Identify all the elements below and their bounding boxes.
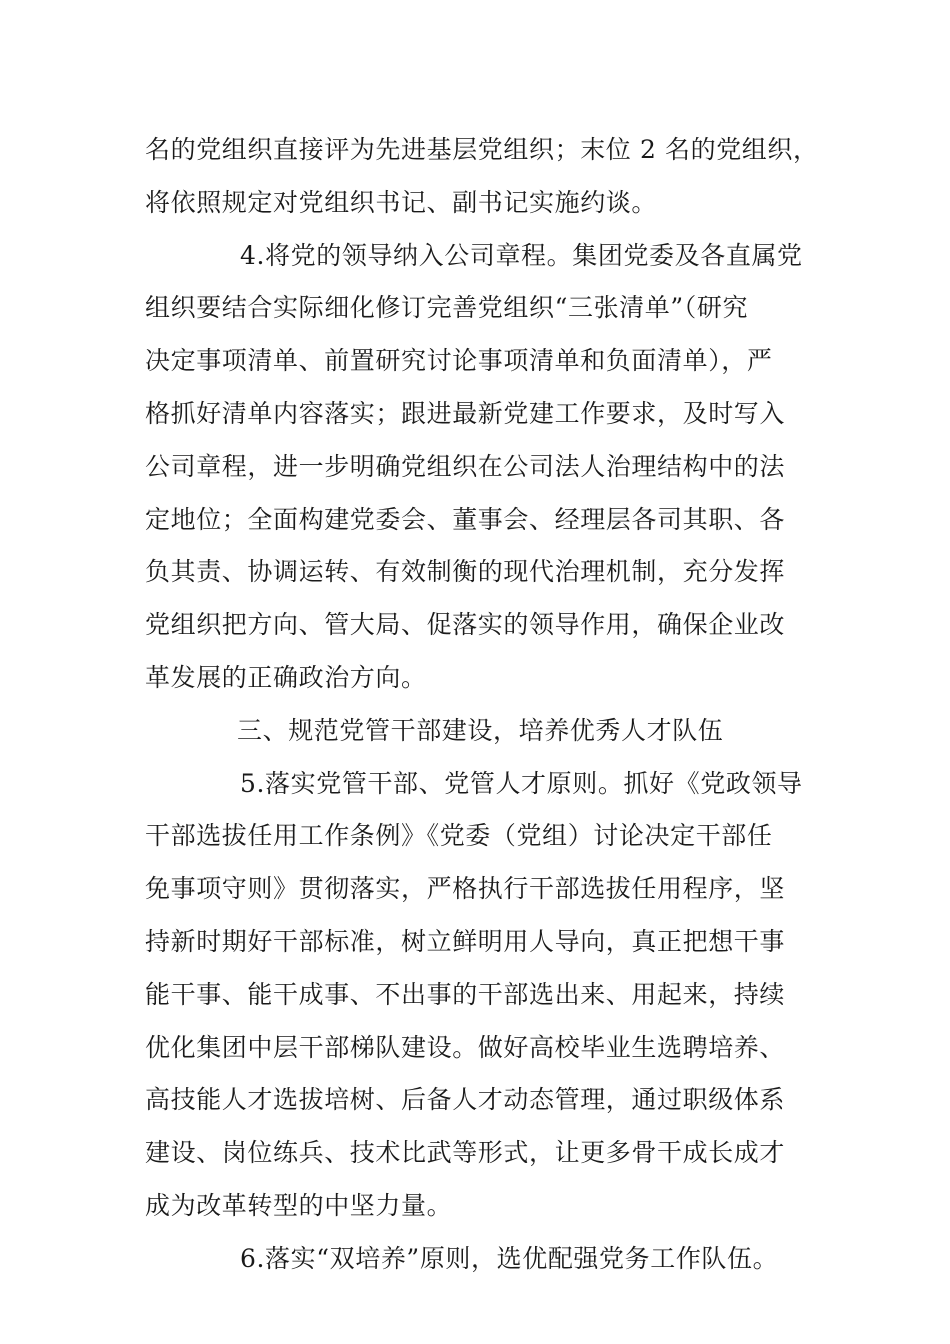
text-line: 决定事项清单、前置研究讨论事项清单和负面清单），严 (145, 346, 773, 376)
paragraph-start-line: 5.落实党管干部、党管人才原则。抓好《党政领导 (240, 768, 803, 798)
text-line: 负其责、协调运转、有效制衡的现代治理机制，充分发挥 (145, 557, 786, 587)
text-line: 格抓好清单内容落实；跟进最新党建工作要求，及时写入 (145, 398, 786, 428)
text-line: 成为改革转型的中坚力量。 (145, 1190, 453, 1220)
text-line: 将依照规定对党组织书记、副书记实施约谈。 (145, 187, 658, 217)
text-line: 能干事、能干成事、不出事的干部选出来、用起来，持续 (145, 979, 786, 1009)
text-line: 优化集团中层干部梯队建设。做好高校毕业生选聘培养、 (145, 1032, 786, 1062)
text-line: 高技能人才选拔培树、后备人才动态管理，通过职级体系 (145, 1085, 786, 1115)
text-line: 干部选拔任用工作条例》《党委（党组）讨论决定干部任 (145, 821, 773, 851)
text-line: 公司章程，进一步明确党组织在公司法人治理结构中的法 (145, 451, 786, 481)
text-line: 持新时期好干部标准，树立鲜明用人导向，真正把想干事 (145, 926, 786, 956)
text-line: 建设、岗位练兵、技术比武等形式，让更多骨干成长成才 (145, 1138, 786, 1168)
text-line: 免事项守则》贯彻落实，严格执行干部选拔任用程序，坚 (145, 874, 786, 904)
paragraph-start-line: 6.落实“双培养”原则，选优配强党务工作队伍。 (240, 1243, 779, 1273)
text-line: 党组织把方向、管大局、促落实的领导作用，确保企业改 (145, 610, 786, 640)
paragraph-start-line: 4.将党的领导纳入公司章程。集团党委及各直属党 (240, 240, 803, 270)
document-body (145, 124, 835, 1286)
text-line: 名的党组织直接评为先进基层党组织；末位 2 名的党组织， (145, 135, 819, 164)
text-line: 组织要结合实际细化修订完善党组织“三张清单”（研究 (145, 293, 749, 323)
text-line: 革发展的正确政治方向。 (145, 662, 427, 692)
text-line: 定地位；全面构建党委会、董事会、经理层各司其职、各 (145, 504, 786, 534)
section-heading: 三、规范党管干部建设，培养优秀人才队伍 (237, 715, 724, 745)
